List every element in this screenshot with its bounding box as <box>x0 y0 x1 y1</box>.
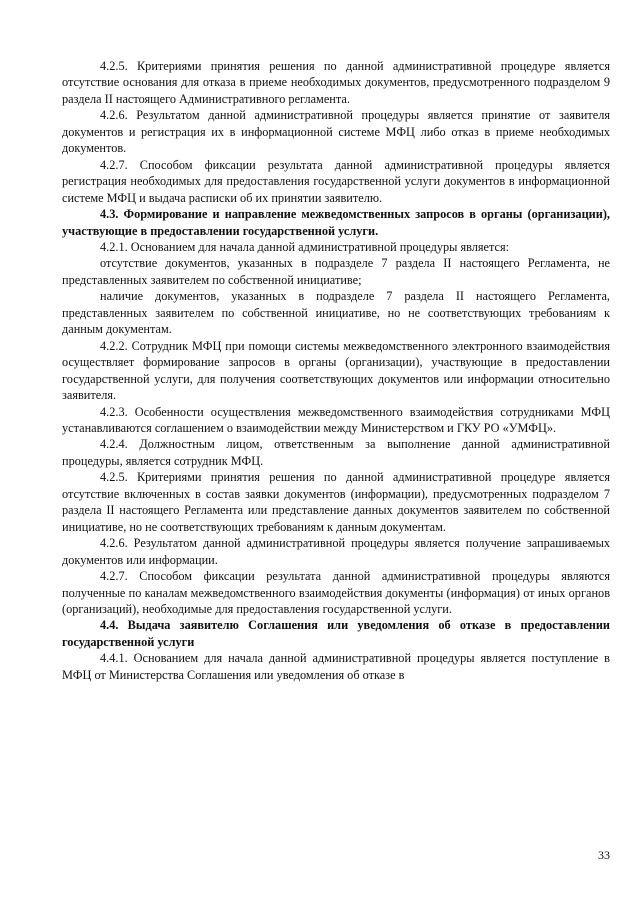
paragraph-4-2-2: 4.2.2. Сотрудник МФЦ при помощи системы межведомственного электронного взаимодействия осуществляет формирование запросов в органы (организации), участвующие в предоставлении государственной услуги, для получения соответствующих документов или информации относительно заявителя. <box>62 338 610 403</box>
paragraph-4-2-6-first: 4.2.6. Результатом данной административной процедуры является принятие от заявителя документов и регистрация их в информационной системе МФЦ либо отказ в приеме необходимых документов. <box>62 108 610 156</box>
paragraph-4-2-1: 4.2.1. Основанием для начала данной административной процедуры является: <box>100 239 510 254</box>
paragraph-presence-of-documents: наличие документов, указанных в подразделе 7 раздела II настоящего Регламента, представленных заявителем по собственной инициативе, но не соответствующих требованиям к данным документам. <box>62 289 610 337</box>
page-number: 33 <box>598 848 610 862</box>
document-page <box>62 58 610 683</box>
paragraph-4-2-7-first: 4.2.7. Способом фиксации результата данной административной процедуры является регистрация необходимых для предоставления государственной услуги документов в информационной системе МФЦ и выдача расписки об их принятии заявителю. <box>62 157 610 205</box>
paragraph-4-2-5-second: 4.2.5. Критериями принятия решения по данной административной процедуре является отсутствие включенных в состав заявки документов (информации), предусмотренных подразделом 7 раздела II настоящего Регламента или представление данных документов заявителем по собственной инициативе, но не соответствующих требованиям к данным документам. <box>62 470 610 534</box>
paragraph-absence-of-documents: отсутствие документов, указанных в подразделе 7 раздела II настоящего Регламента, не представленных заявителем по собственной инициативе; <box>62 256 610 287</box>
paragraph-4-2-3: 4.2.3. Особенности осуществления межведомственного взаимодействия сотрудниками МФЦ устанавливаются соглашением о взаимодействии между Министерством и ГКУ РО «УМФЦ». <box>62 404 610 435</box>
paragraph-4-4-1: 4.4.1. Основанием для начала данной административной процедуры является поступление в МФЦ от Министерства Соглашения или уведомления об отказе в <box>62 651 610 682</box>
paragraph-4-2-5-first: 4.2.5. Критериями принятия решения по данной административной процедуре является отсутствие основания для отказа в приеме необходимых документов, предусмотренного подразделом 9 раздела II настоящего Административного регламента. <box>62 59 610 106</box>
section-heading-4-4: 4.4. Выдача заявителю Соглашения или уведомления об отказе в предоставлении государственной услуги <box>62 618 610 649</box>
paragraph-4-2-6-second: 4.2.6. Результатом данной административной процедуры является получение запрашиваемых документов или информации. <box>62 536 610 567</box>
paragraph-4-2-7-second: 4.2.7. Способом фиксации результата данной административной процедуры являются полученные по каналам межведомственного взаимодействия документы (информация) от иных органов (организаций), необходимые для предоставления государственной услуги. <box>62 569 610 616</box>
paragraph-4-2-4: 4.2.4. Должностным лицом, ответственным за выполнение данной административной процедуры, является сотрудник МФЦ. <box>62 437 610 468</box>
section-heading-4-3: 4.3. Формирование и направление межведомственных запросов в органы (организации), участвующие в предоставлении государственной услуги. <box>62 207 610 238</box>
